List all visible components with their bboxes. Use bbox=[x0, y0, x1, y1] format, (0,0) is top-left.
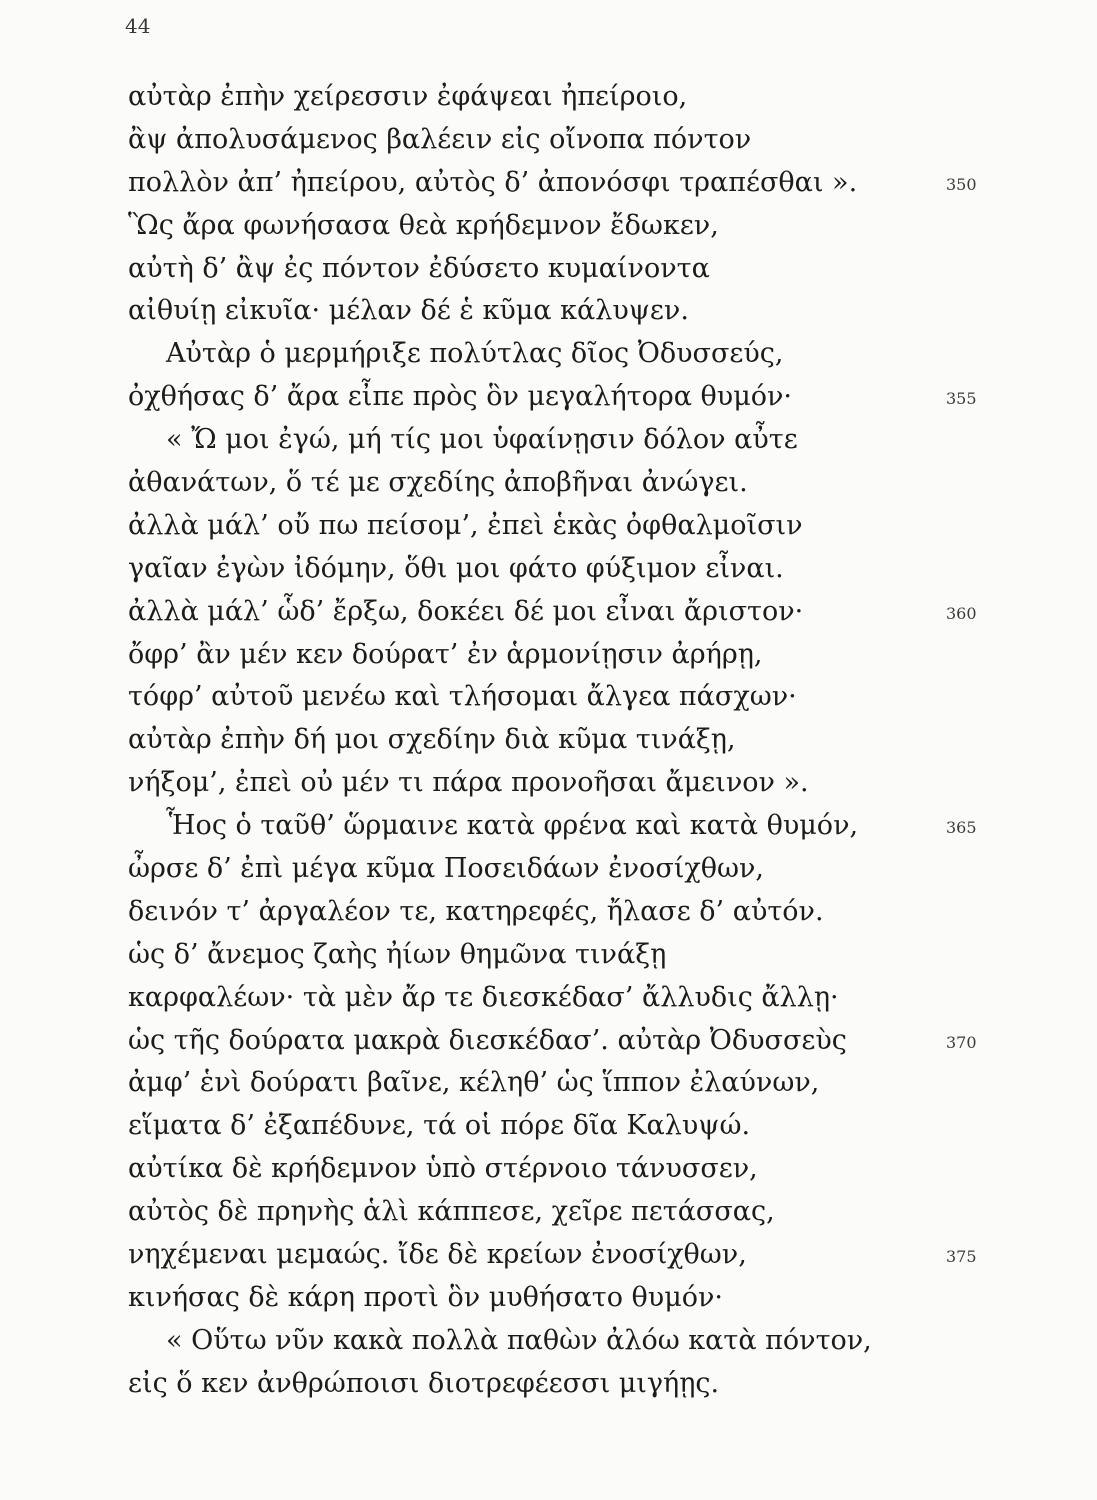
verse-text: γαῖαν ἐγὼν ἰδόμην, ὅθι μοι φάτο φύξιμον εἶναι. bbox=[128, 552, 784, 584]
verse-line bbox=[128, 1234, 1008, 1277]
page-number: 44 bbox=[125, 14, 151, 38]
verse-text: αὐτὸς δὲ πρηνὴς ἁλὶ κάππεσε, χεῖρε πετάσσας, bbox=[128, 1196, 775, 1228]
verse-text: πολλὸν ἀπ’ ἠπείρου, αὐτὸς δ’ ἀπονόσφι τραπέσθαι ». bbox=[128, 166, 858, 198]
verse-line bbox=[128, 248, 1008, 291]
verse-line bbox=[128, 1363, 1008, 1406]
verse-text: ἀλλὰ μάλ’ οὔ πω πείσομ’, ἐπεὶ ἑκὰς ὀφθαλμοῖσιν bbox=[128, 509, 803, 541]
verse-line bbox=[128, 1277, 1008, 1320]
verse-line bbox=[128, 805, 1008, 848]
verse-line bbox=[128, 419, 1008, 462]
verse-line bbox=[128, 977, 1008, 1020]
verse-text: αὐτίκα δὲ κρήδεμνον ὑπὸ στέρνοιο τάνυσσεν, bbox=[128, 1153, 758, 1185]
verse-text: Αὐτὰρ ὁ μερμήριξε πολύτλας δῖος Ὀδυσσεύς, bbox=[166, 338, 784, 370]
verse-line bbox=[128, 376, 1008, 419]
verse-line bbox=[128, 1148, 1008, 1191]
verse-text: « Οὕτω νῦν κακὰ πολλὰ παθὼν ἀλόω κατὰ πόντον, bbox=[166, 1324, 872, 1356]
verse-text: εἰς ὅ κεν ἀνθρώποισι διοτρεφέεσσι μιγήῃς. bbox=[128, 1367, 720, 1399]
verse-line bbox=[128, 762, 1008, 805]
verse-line bbox=[128, 462, 1008, 505]
verse-line bbox=[128, 676, 1008, 719]
verse-text: ἀμφ’ ἑνὶ δούρατι βαῖνε, κέληθ’ ὡς ἵππον ἐλαύνων, bbox=[128, 1067, 820, 1099]
line-number: 350 bbox=[946, 174, 977, 194]
verse-text: ὡς τῆς δούρατα μακρὰ διεσκέδασ’. αὐτὰρ Ὀδυσσεὺς bbox=[128, 1024, 847, 1056]
verse-text: δεινόν τ’ ἀργαλέον τε, κατηρεφές, ἤλασε δ’ αὐτόν. bbox=[128, 895, 824, 927]
verse-block bbox=[128, 76, 1008, 1406]
verse-line bbox=[128, 205, 1008, 248]
verse-line bbox=[128, 548, 1008, 591]
line-number: 375 bbox=[946, 1247, 977, 1267]
verse-text: αἰθυίῃ εἰκυῖα· μέλαν δέ ἑ κῦμα κάλυψεν. bbox=[128, 295, 689, 327]
verse-text: νηχέμεναι μεμαώς. ἴδε δὲ κρείων ἐνοσίχθων, bbox=[128, 1239, 747, 1271]
verse-text: « Ὤ μοι ἐγώ, μή τίς μοι ὑφαίνῃσιν δόλον αὖτε bbox=[166, 424, 798, 456]
verse-text: αὐτὴ δ’ ἂψ ἐς πόντον ἐδύσετο κυμαίνοντα bbox=[128, 252, 710, 284]
line-number: 365 bbox=[946, 818, 977, 838]
line-number: 360 bbox=[946, 603, 977, 623]
verse-text: Ὣς ἄρα φωνήσασα θεὰ κρήδεμνον ἔδωκεν, bbox=[128, 209, 719, 241]
verse-text: ἀλλὰ μάλ’ ὧδ’ ἔρξω, δοκέει δέ μοι εἶναι ἄριστον· bbox=[128, 595, 804, 627]
verse-line bbox=[128, 1020, 1008, 1063]
verse-line bbox=[128, 1062, 1008, 1105]
verse-line bbox=[128, 634, 1008, 677]
verse-line bbox=[128, 891, 1008, 934]
verse-text: εἵματα δ’ ἐξαπέδυνε, τά οἱ πόρε δῖα Καλυψώ. bbox=[128, 1110, 751, 1142]
verse-text: αὐτὰρ ἐπὴν δή μοι σχεδίην διὰ κῦμα τινάξῃ, bbox=[128, 724, 736, 756]
verse-text: ὀχθήσας δ’ ἄρα εἶπε πρὸς ὃν μεγαλήτορα θυμόν· bbox=[128, 381, 793, 413]
verse-line bbox=[128, 1191, 1008, 1234]
verse-text: νήξομ’, ἐπεὶ οὐ μέν τι πάρα προνοῆσαι ἄμεινον ». bbox=[128, 767, 809, 799]
verse-text: ὄφρ’ ἂν μέν κεν δούρατ’ ἐν ἁρμονίῃσιν ἀρήρῃ, bbox=[128, 638, 763, 670]
verse-line bbox=[128, 119, 1008, 162]
verse-text: ἂψ ἀπολυσάμενος βαλέειν εἰς οἴνοπα πόντον bbox=[128, 123, 752, 155]
verse-line bbox=[128, 290, 1008, 333]
line-number: 370 bbox=[946, 1032, 977, 1052]
verse-text: κινήσας δὲ κάρη προτὶ ὃν μυθήσατο θυμόν· bbox=[128, 1281, 724, 1313]
line-number: 355 bbox=[946, 389, 977, 409]
verse-line bbox=[128, 591, 1008, 634]
verse-line bbox=[128, 162, 1008, 205]
verse-line bbox=[128, 333, 1008, 376]
verse-text: ὦρσε δ’ ἐπὶ μέγα κῦμα Ποσειδάων ἐνοσίχθων, bbox=[128, 853, 764, 885]
verse-text: τόφρ’ αὐτοῦ μενέω καὶ τλήσομαι ἄλγεα πάσχων· bbox=[128, 681, 797, 713]
verse-text: καρφαλέων· τὰ μὲν ἄρ τε διεσκέδασ’ ἄλλυδις ἄλλῃ· bbox=[128, 981, 839, 1013]
verse-line bbox=[128, 848, 1008, 891]
verse-text: αὐτὰρ ἐπὴν χείρεσσιν ἐφάψεαι ἠπείροιο, bbox=[128, 81, 688, 112]
verse-text: Ἧος ὁ ταῦθ’ ὥρμαινε κατὰ φρένα καὶ κατὰ θυμόν, bbox=[166, 810, 859, 842]
verse-line bbox=[128, 719, 1008, 762]
verse-text: ὡς δ’ ἄνεμος ζαὴς ἠίων θημῶνα τινάξῃ bbox=[128, 938, 667, 970]
verse-line bbox=[128, 1105, 1008, 1148]
verse-line bbox=[128, 934, 1008, 977]
verse-line bbox=[128, 76, 1008, 119]
verse-line bbox=[128, 505, 1008, 548]
verse-line bbox=[128, 1320, 1008, 1363]
verse-text: ἀθανάτων, ὅ τέ με σχεδίης ἀποβῆναι ἀνώγει. bbox=[128, 467, 748, 499]
